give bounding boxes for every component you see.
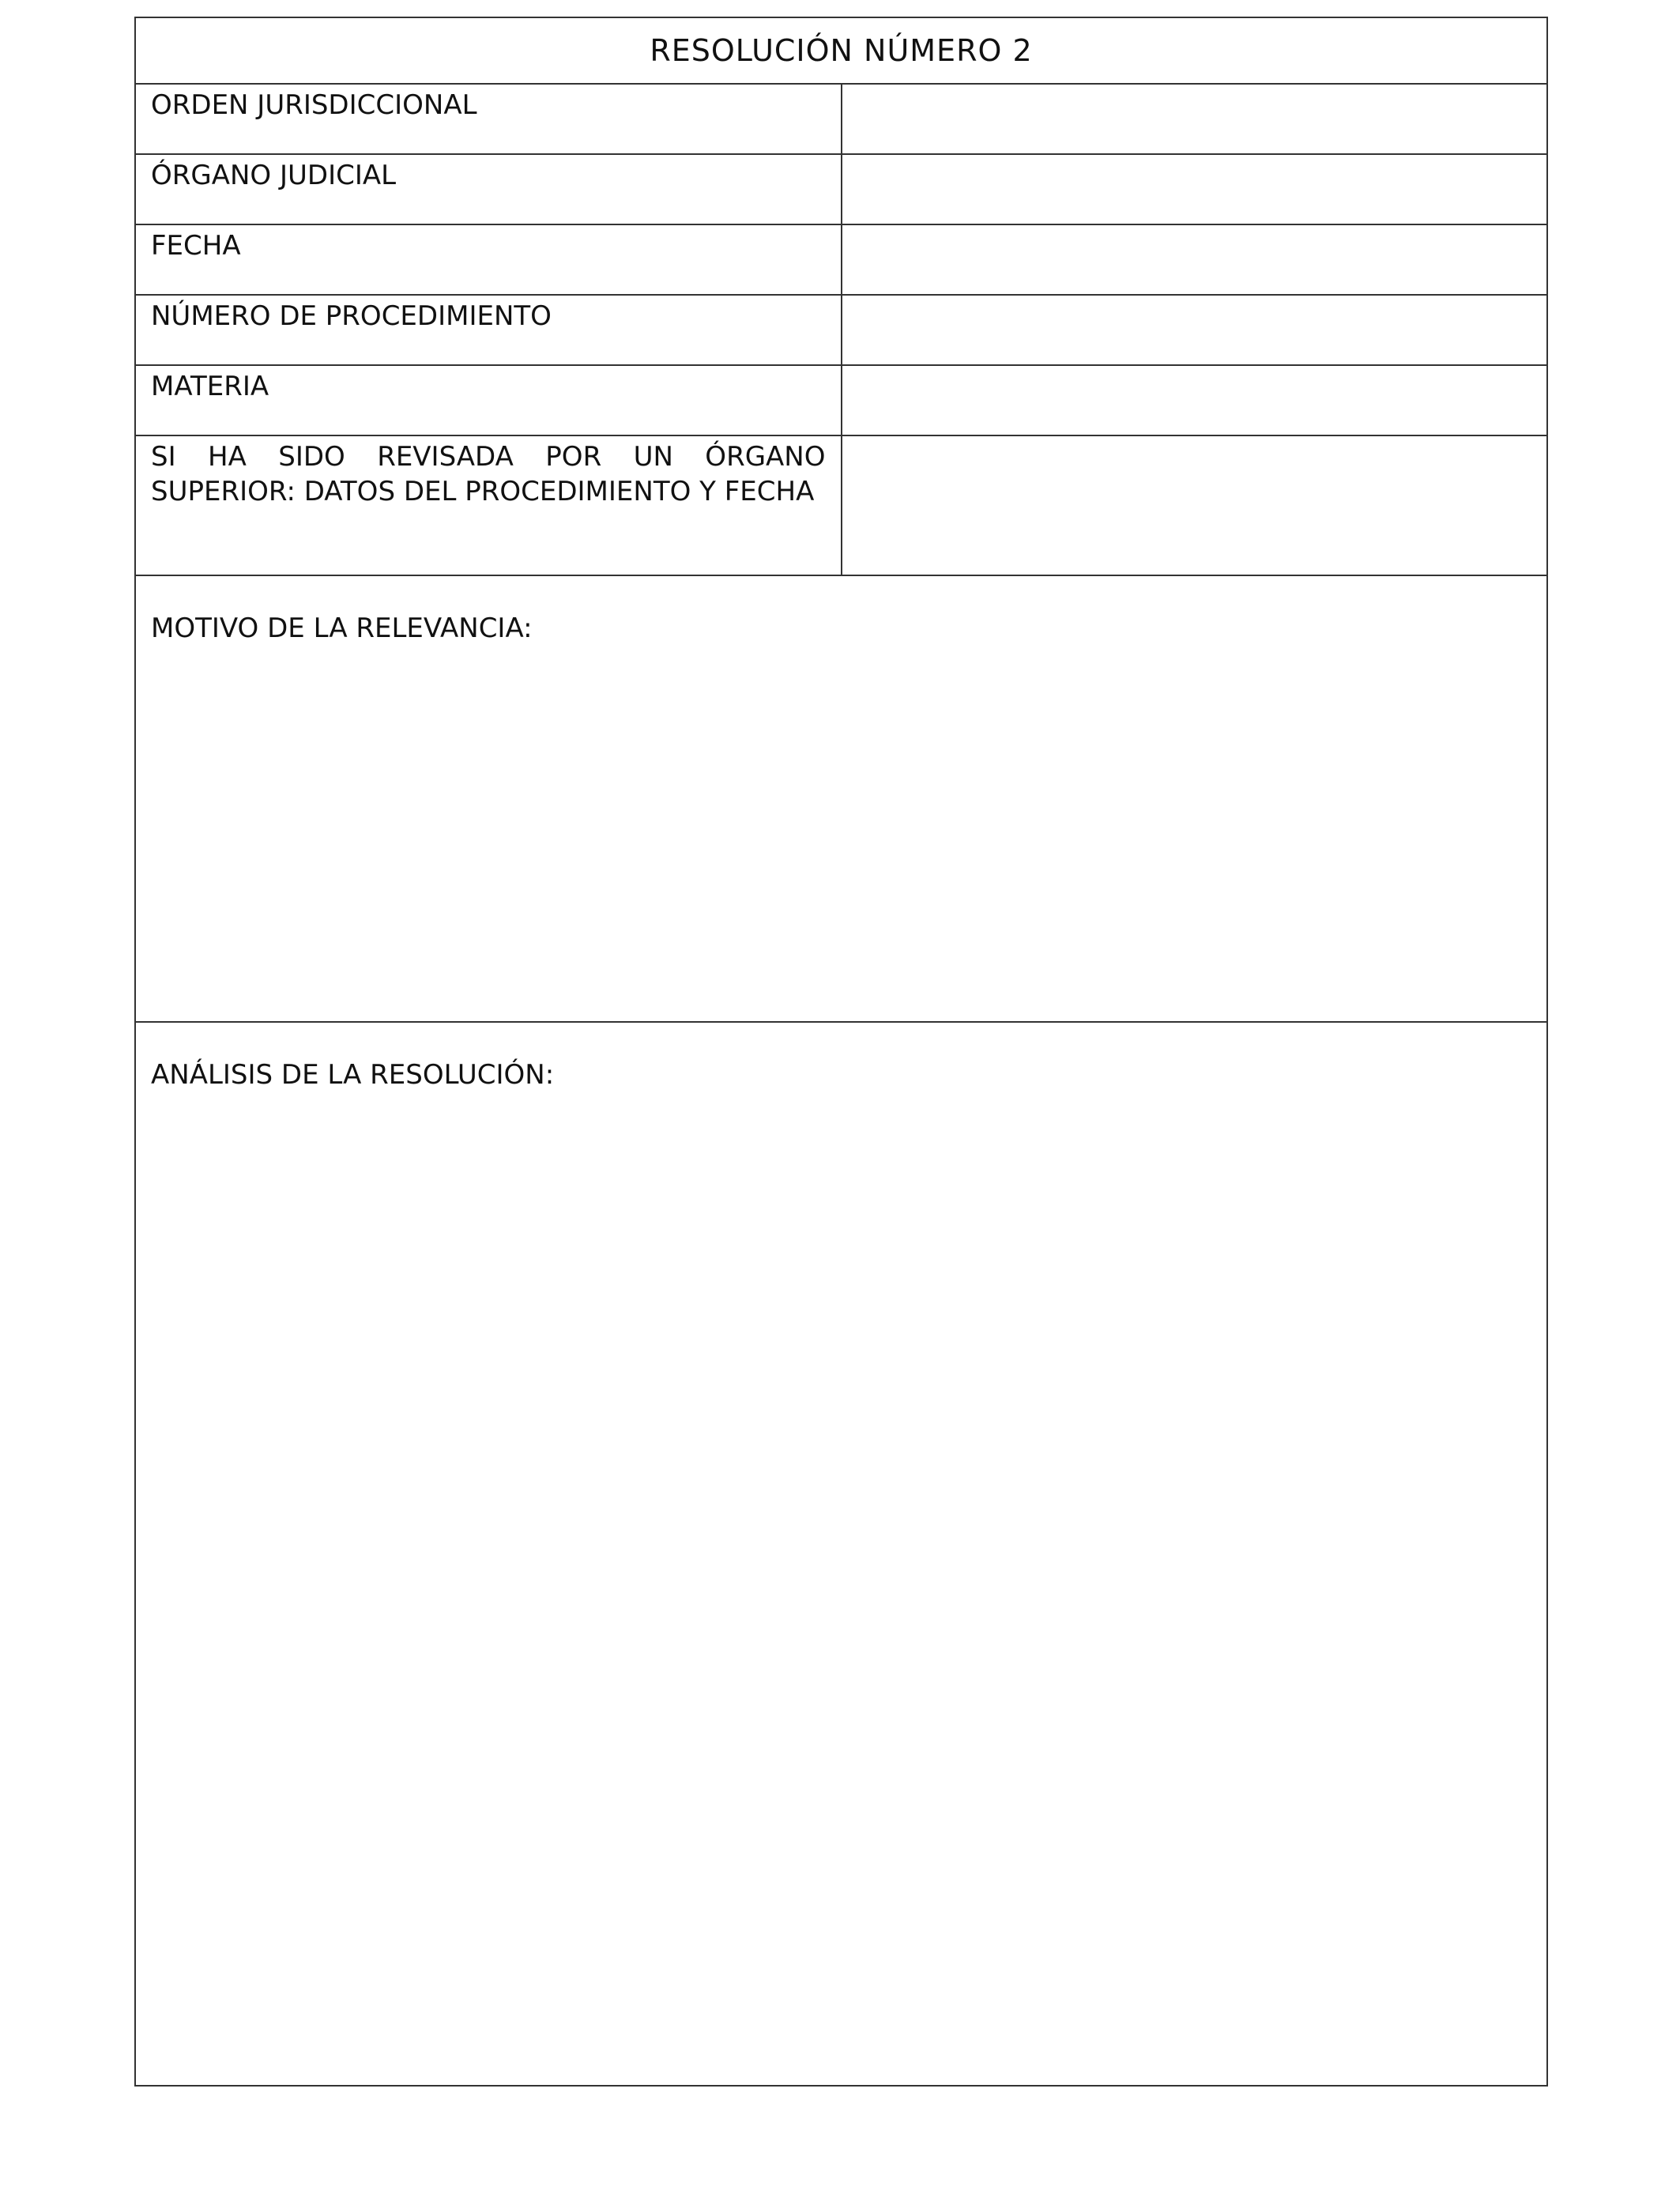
field-value-revision-superior: [842, 435, 1548, 575]
section-heading-motivo: MOTIVO DE LA RELEVANCIA:: [151, 613, 533, 644]
field-row-orden-jurisdiccional: [135, 84, 1547, 154]
field-value-numero-procedimiento: [842, 295, 1548, 365]
field-label-fecha: FECHA: [135, 224, 842, 295]
field-label-materia: MATERIA: [135, 365, 842, 435]
field-row-organo-judicial: [135, 154, 1547, 224]
field-row-numero-procedimiento: [135, 295, 1547, 365]
document-title: RESOLUCIÓN NÚMERO 2: [135, 17, 1547, 84]
field-label-numero-procedimiento: NÚMERO DE PROCEDIMIENTO: [135, 295, 842, 365]
field-row-fecha: [135, 224, 1547, 295]
field-label-orden-jurisdiccional: ORDEN JURISDICCIONAL: [135, 84, 842, 154]
field-label-organo-judicial: ÓRGANO JUDICIAL: [135, 154, 842, 224]
title-row: [135, 17, 1547, 84]
field-value-organo-judicial: [842, 154, 1548, 224]
section-heading-analisis: ANÁLISIS DE LA RESOLUCIÓN:: [151, 1059, 555, 1091]
section-row-analisis: [135, 1022, 1547, 2086]
field-label-revision-superior: SI HA SIDO REVISADA POR UN ÓRGANO SUPERIOR: DATOS DEL PROCEDIMIENTO Y FECHA: [135, 435, 842, 575]
field-row-revision-superior: [135, 435, 1547, 575]
field-value-materia: [842, 365, 1548, 435]
section-row-motivo: [135, 575, 1547, 1022]
field-row-materia: [135, 365, 1547, 435]
field-value-fecha: [842, 224, 1548, 295]
resolution-form-table: [134, 17, 1548, 2087]
field-value-orden-jurisdiccional: [842, 84, 1548, 154]
section-motivo-relevancia: [135, 575, 1547, 1022]
section-analisis-resolucion: [135, 1022, 1547, 2086]
